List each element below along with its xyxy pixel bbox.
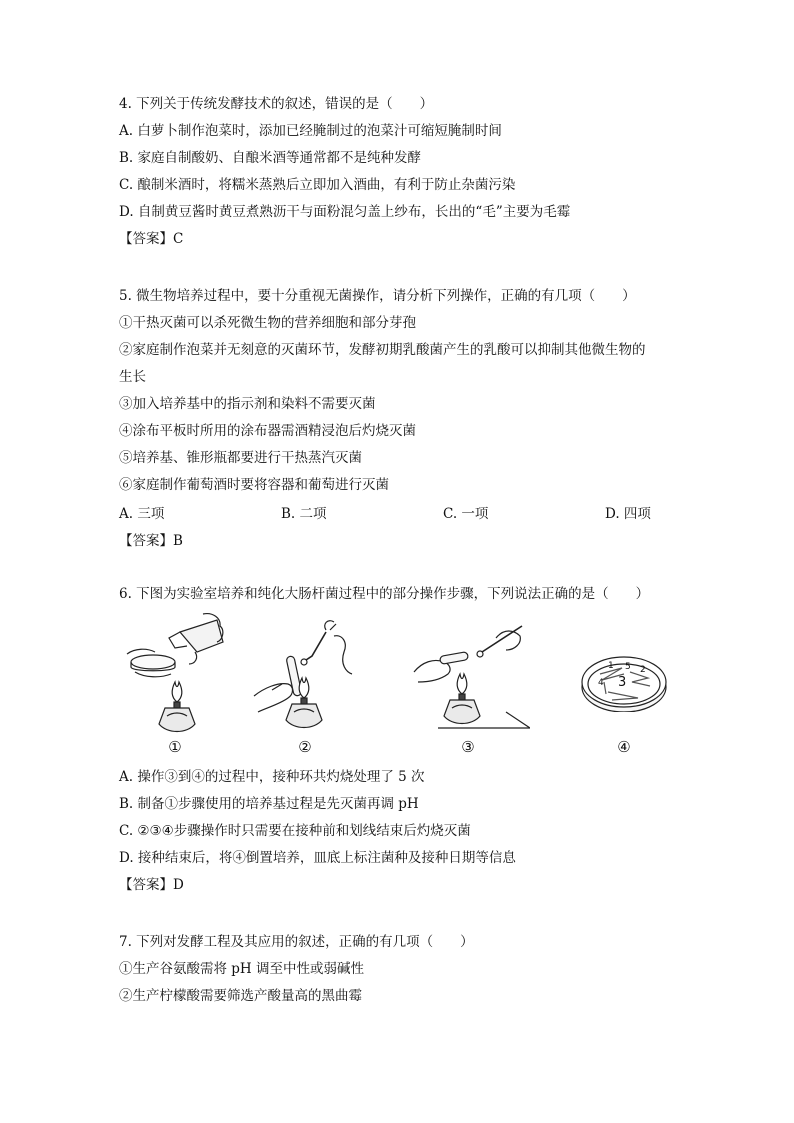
- q5-item-6: ⑥家庭制作葡萄酒时要将容器和葡萄进行灭菌: [119, 477, 389, 493]
- q4-answer: 【答案】C: [119, 231, 184, 247]
- q5-option-a: A. 三项: [119, 506, 165, 522]
- q5-stem: 5. 微生物培养过程中，要十分重视无菌操作，请分析下列操作，正确的有几项（ ）: [119, 288, 636, 304]
- q6-stem: 6. 下图为实验室培养和纯化大肠杆菌过程中的部分操作步骤，下列说法正确的是（ ）: [119, 586, 650, 602]
- figure-label-2: ②: [298, 738, 312, 756]
- q4-option-b: B. 家庭自制酸奶、自酿米酒等通常都不是纯种发酵: [119, 150, 422, 166]
- q5-item-5: ⑤培养基、锥形瓶都要进行干热蒸汽灭菌: [119, 450, 362, 466]
- q5-item-2-cont: 生长: [119, 369, 146, 385]
- dish-mark-5: 5: [625, 662, 631, 672]
- q7-stem: 7. 下列对发酵工程及其应用的叙述，正确的有几项（ ）: [119, 934, 474, 950]
- q5-option-d: D. 四项: [605, 506, 651, 522]
- q7-item-1: ①生产谷氨酸需将 pH 调至中性或弱碱性: [119, 961, 364, 977]
- q4-option-d: D. 自制黄豆酱时黄豆煮熟沥干与面粉混匀盖上纱布，长出的“毛”主要为毛霉: [119, 204, 571, 220]
- dish-mark-2: 2: [640, 665, 646, 675]
- dish-mark-4: 4: [598, 678, 604, 688]
- q5-option-b: B. 二项: [281, 506, 327, 522]
- dish-mark-3: 3: [618, 675, 627, 690]
- dish-mark-1: 1: [608, 661, 614, 671]
- q4-option-c: C. 酿制米酒时，将糯米蒸熟后立即加入酒曲，有利于防止杂菌污染: [119, 177, 516, 193]
- figure-label-4: ④: [617, 738, 631, 756]
- q7-item-2: ②生产柠檬酸需要筛选产酸量高的黑曲霉: [119, 988, 362, 1004]
- q4-stem: 4. 下列关于传统发酵技术的叙述，错误的是（ ）: [119, 96, 434, 112]
- q5-answer: 【答案】B: [119, 533, 183, 549]
- q6-option-c: C. ②③④步骤操作时只需要在接种前和划线结束后灼烧灭菌: [119, 823, 471, 839]
- q5-item-1: ①干热灭菌可以杀死微生物的营养细胞和部分芽孢: [119, 315, 416, 331]
- q5-item-2: ②家庭制作泡菜并无刻意的灭菌环节，发酵初期乳酸菌产生的乳酸可以抑制其他微生物的: [119, 342, 646, 358]
- q6-answer: 【答案】D: [119, 877, 184, 893]
- q5-option-c: C. 一项: [443, 506, 489, 522]
- figure-label-3: ③: [461, 738, 475, 756]
- q6-option-b: B. 制备①步骤使用的培养基过程是先灭菌再调 pH: [119, 796, 419, 812]
- q5-item-3: ③加入培养基中的指示剂和染料不需要灭菌: [119, 396, 376, 412]
- q6-option-d: D. 接种结束后，将④倒置培养，皿底上标注菌种及接种日期等信息: [119, 850, 516, 866]
- q6-option-a: A. 操作③到④的过程中，接种环共灼烧处理了 5 次: [119, 769, 425, 785]
- figure-label-1: ①: [168, 738, 182, 756]
- q4-option-a: A. 白萝卜制作泡菜时，添加已经腌制过的泡菜汁可缩短腌制时间: [119, 123, 502, 139]
- q5-item-4: ④涂布平板时所用的涂布器需酒精浸泡后灼烧灭菌: [119, 423, 416, 439]
